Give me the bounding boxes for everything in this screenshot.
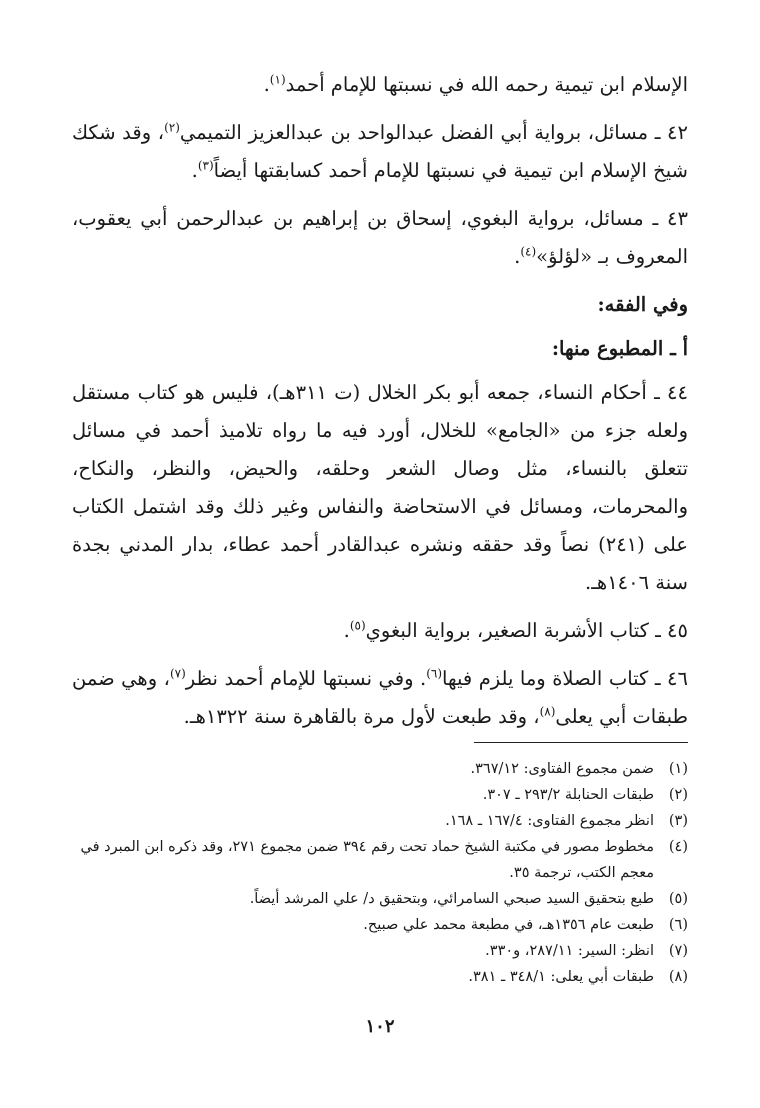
- footnote-ref-8[interactable]: (٨): [539, 704, 556, 719]
- footnote-item: [72, 808, 688, 834]
- footnote-text: انظر: السير: ٢٨٧/١١، و٣٣٠.: [485, 943, 654, 959]
- footnote-item: [72, 756, 688, 782]
- paragraph-continuation: الإسلام ابن تيمية رحمه الله في نسبتها للإمام أحمد$^{(١)}$.: [263, 72, 688, 96]
- footnote-ref-1[interactable]: (١): [269, 72, 286, 87]
- footnote-text: انظر مجموع الفتاوى: ١٦٧/٤ ـ ١٦٨.: [445, 813, 654, 829]
- footnotes-section: [72, 756, 688, 990]
- footnote-number: (٦): [668, 917, 688, 933]
- paragraph-text: ٤٢ ـ مسائل، برواية أبي الفضل عبدالواحد بن عبدالعزيز التميمي: [179, 121, 688, 144]
- paragraph-text: ٤٦ ـ كتاب الصلاة وما يلزم فيها: [442, 667, 688, 690]
- footnote-text: طبقات أبي يعلى: ٣٤٨/١ ـ ٣٨١.: [468, 969, 654, 985]
- footnote-number: (٧): [668, 943, 688, 959]
- footnote-number: (١): [668, 761, 688, 777]
- paragraph-text: . وفي نسبتها للإمام أحمد نظر: [185, 667, 427, 690]
- paragraph-text: ، وقد طبعت لأول مرة بالقاهرة سنة ١٣٢٢هـ.: [183, 705, 540, 728]
- footnote-text: مخطوط مصور في مكتبة الشيخ حماد تحت رقم ٣٩٤ ضمن مجموع ٢٧١، وقد ذكره ابن المبرد في معجم الكتب، ترجمة ٣٥.: [80, 839, 654, 881]
- footnote-item: [72, 912, 688, 938]
- paragraph-text: الإسلام ابن تيمية رحمه الله في نسبتها للإمام أحمد: [285, 73, 688, 96]
- footnote-text: ضمن مجموع الفتاوى: ٣٦٧/١٢.: [470, 761, 654, 777]
- footnote-ref-6[interactable]: (٦): [426, 666, 443, 681]
- footnote-text: طبقات الحنابلة ٢٩٣/٢ ـ ٣٠٧.: [482, 787, 654, 803]
- footnote-text: طبع بتحقيق السيد صبحي السامرائي، وبتحقيق د/ علي المرشد أيضاً.: [249, 891, 654, 907]
- footnote-item: [72, 938, 688, 964]
- page-number: ١٠٢: [365, 1016, 395, 1037]
- footnote-number: (٣): [668, 813, 688, 829]
- paragraph-45: ٤٥ ـ كتاب الأشربة الصغير، برواية البغوي$^{(٥)}$.: [343, 618, 688, 642]
- footnote-ref-3[interactable]: (٣): [197, 158, 214, 173]
- footnote-ref-7[interactable]: (٧): [169, 666, 186, 681]
- footnote-number: (٤): [668, 839, 688, 855]
- footnote-item: [72, 782, 688, 808]
- main-text: [72, 66, 688, 736]
- footnote-ref-5[interactable]: (٥): [349, 618, 366, 633]
- footnote-number: (٨): [668, 969, 688, 985]
- footnote-item: [72, 964, 688, 990]
- paragraph-text: ، وقد شكك شيخ الإسلام ابن تيمية في نسبتها للإمام أحمد كسابقتها أيضاً: [72, 121, 688, 182]
- paragraph-42: ٤٢ ـ مسائل، برواية أبي الفضل عبدالواحد بن عبدالعزيز التميمي$^{(٢)}$، وقد شكك شيخ الإسلام ابن تيمية في نسبتها للإمام أحمد كسابقتها أيضاً$^{(٣)}$.: [72, 120, 688, 182]
- footnote-ref-2[interactable]: (٢): [164, 120, 180, 135]
- paragraph-43: ٤٣ ـ مسائل، برواية البغوي، إسحاق بن إبراهيم بن عبدالرحمن أبي يعقوب، المعروف بـ «لؤلؤ»$^{(٤)}$.: [72, 207, 688, 268]
- footnote-number: (٥): [668, 891, 688, 907]
- footnote-separator: [474, 742, 688, 743]
- paragraph-text: ٤٣ ـ مسائل، برواية البغوي، إسحاق بن إبراهيم بن عبدالرحمن أبي يعقوب، المعروف بـ «لؤلؤ»: [72, 207, 688, 268]
- footnote-number: (٢): [668, 787, 688, 803]
- paragraph-44: ٤٤ ـ أحكام النساء، جمعه أبو بكر الخلال (ت ٣١١هـ)، فليس هو كتاب مستقل ولعله جزء من «الجامع» للخلال، أورد فيه ما رواه تلاميذ أحمد في مسائل تتعلق بالنساء، مثل وصال الشعر وحلقه، والحيض، والنظر، والنكاح، والمحرمات، ومسائل في الاستحاضة والنفاس وغير ذلك وقد اشتمل الكتاب على (٢٤١) نصاً وقد حققه ونشره عبدالقادر أحمد عطاء، بدار المدني بجدة سنة ١٤٠٦هـ.: [72, 381, 688, 594]
- footnote-ref-4[interactable]: (٤): [520, 244, 537, 259]
- footnote-text: طبعت عام ١٣٥٦هـ، في مطبعة محمد علي صبيح.: [363, 917, 654, 933]
- subsection-heading: أ ـ المطبوع منها:: [551, 337, 688, 360]
- footnote-item: [72, 886, 688, 912]
- footnote-item: [72, 834, 688, 886]
- paragraph-text: ٤٥ ـ كتاب الأشربة الصغير، برواية البغوي: [365, 619, 688, 642]
- paragraph-46: [72, 660, 688, 736]
- section-heading: وفي الفقه:: [597, 293, 688, 316]
- paragraph-text: ، وهي ضمن طبقات أبي يعلى: [72, 667, 688, 728]
